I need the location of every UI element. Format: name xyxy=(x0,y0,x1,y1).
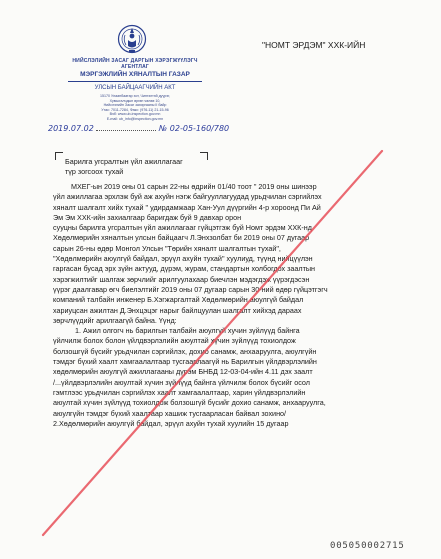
body-line: /...үйлдвэрлэлийн аюултай хүчин зүйлүүд байнга үйлчилж болох бүсийг осол xyxy=(53,377,310,387)
body-line: Эм Эм ХХК-ийн захиалгаар баригдаж буй 9 давхар орон xyxy=(53,212,242,222)
address-line: E-mail: ub_info@inspection.gov.mn xyxy=(106,116,164,121)
body-line: зөрчлүүдийг арилгаагүй байна. Үүнд: xyxy=(53,315,177,325)
address-line: 15170 Улаанбаатар хот, Чингэлтэй дүүрэг, xyxy=(100,94,170,98)
body-line: сууцны барилга угсралтын үйл ажиллагааг гүйцэтгэж буй Номт эрдэм ХХК-нд xyxy=(53,223,312,233)
body-line: хариуцсан ажилтан Д.Энхцэцэг нарыг байлцуулан шалгалт хийхэд дараах xyxy=(53,305,302,315)
address-line: Нийслэлийн Засаг захиргааны II байр xyxy=(103,103,167,108)
agency-parent-name: НИЙСЛЭЛИЙН ЗАСАГ ДАРГЫН ХЭРЭГЖҮҮЛЭГЧ АГЕНТЛАГ xyxy=(72,58,198,70)
body-line: үүрэг даалгавар өгч биелэлтийг 2019 оны 07 дугаар сарын 30-ний өдөр гүйцэтгэгч xyxy=(53,284,328,294)
body-line: 2.Хөдөлмөрийн аюулгүй байдал, эрүүл ахуйн тухай хуулийн 15 дугаар xyxy=(53,418,289,428)
body-line: үйлчилж болох болон үйлдвэрлэлийн аюултай хүчин зүйлүүд тохиолдож xyxy=(53,336,296,346)
handwritten-date: 2019.07.02 xyxy=(48,124,94,133)
body-line: аюултай хүчин зүйлүүд тохиолдож болзошгүй бүсийг дохио санамж, анхааруулга, xyxy=(53,398,326,408)
agency-name: МЭРГЭЖЛИЙН ХЯНАЛТЫН ГАЗАР xyxy=(80,71,190,78)
body-line: тэмдэг бүхий хаалт хамгаалалтаар тусгаарлаагүй нь Барилгын үйлдвэрлэлийн xyxy=(53,357,317,367)
body-line: хяналт шалгалт хийх тухай " удирдамжаар Хан-Уул дүүргийн 4-р хороонд Пи Ай xyxy=(53,202,321,212)
body-line: гаргасан бусад эрх зүйн актууд, дүрэм, журам, стандартын холбогдох заалтын xyxy=(53,264,316,274)
recipient: "НОМТ ЭРДЭМ" ХХК-ИЙН xyxy=(262,40,366,50)
body-line: үйл ажиллагаа эрхлэж буй аж ахуйн нэгж байгууллагуудад урьдчилан сэргийлэх xyxy=(53,192,322,202)
body-line: хэрэгжилтийг шалгаж зөрчлийг арилгуулахаар биечлэн мэдэгдэж үүрэгдэсэн xyxy=(53,274,310,284)
handwritten-number: 02-05-160/780 xyxy=(169,124,230,133)
body-line: гэмтлээс урьдчилан сэргийлэх хаалт хамгаалалтаар, харин үйлдвэрлэлийн xyxy=(53,387,306,397)
document-serial-number: 005050002715 xyxy=(330,541,405,551)
body-line: МХЕГ-ын 2019 оны 01 сарын 22-ны өдрийн 01/40 тоот " 2019 оны шинээр xyxy=(71,182,317,191)
body-line: хөдөлмөрийн аюулгүй ажиллагааны дүрэм БНБД 12-03-04-ийн 4.11 дэх заалт xyxy=(53,367,313,377)
body-line: болзошгүй бүсийг урьдчилан сэргийлэх, дохио санамж, анхааруулга, аюулгүйн xyxy=(53,346,317,356)
document-type: УЛСЫН БАЙЦААГЧИЙН АКТ xyxy=(94,85,176,91)
subject-line: түр зогсоох тухай xyxy=(65,166,124,176)
address-line: Вэб: www.ub-inspection.gov.mn xyxy=(109,112,161,117)
body-line: компаний талбайн инженер Б.Хэгжаргалтай Хөдөлмөрийн аюулгүй байдал xyxy=(53,295,304,305)
body-line: 1. Ажил олгогч нь барилгын талбайн аюулгүй хучин зүйлүүд байнга xyxy=(75,326,300,336)
body-line: аюулгүйн тэмдэг бүхий хаалтаар хашиж тусгаарласан байвал зохино/ xyxy=(53,408,287,418)
address-line: Хувьсгалчдын өргөн чөлөө 10, xyxy=(109,98,161,103)
subject-line: Барилга угсралтын үйл ажиллагааг xyxy=(65,157,183,166)
body-line: сарын 26-ны өдөр Монгол Улсын "Төрийн хяналт шалгалтын тухай", xyxy=(53,243,281,253)
body-line: Хөдөлмөрийн хяналтын улсын байцаагч Л.Энхзолбат би 2019 оны 07 дугаар xyxy=(53,233,310,243)
number-label: № xyxy=(158,124,168,133)
address-line: Утас: 7011-7284, Факс: (976-11) 21-15-96 xyxy=(101,107,169,112)
body-line: "Хөдөлмөрийн аюулгүй байдал, эрүүл ахуйн тухай" хуулиуд, түүнд нийцүүлэн xyxy=(53,254,313,264)
